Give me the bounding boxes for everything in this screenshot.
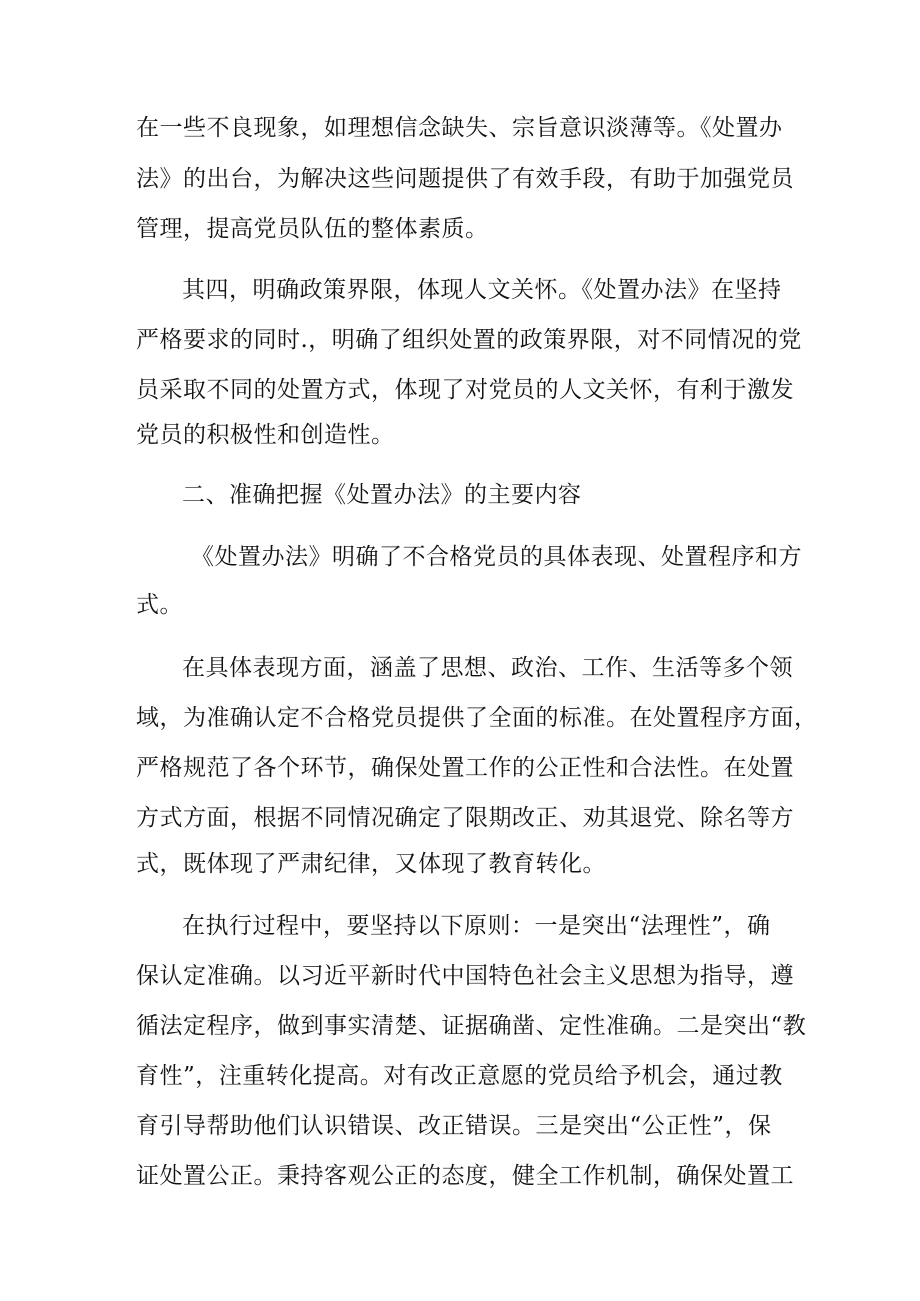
paragraph-1-line-2: 法》的出台，为解决这些问题提供了有效手段，有助于加强党员: [136, 166, 794, 192]
paragraph-2-line-3: 员采取不同的处置方式，体现了对党员的人文关怀，有利于激发: [136, 377, 794, 403]
paragraph-4-line-3: 严格规范了各个环节，确保处置工作的公正性和合法性。在处置: [136, 755, 794, 781]
paragraph-4-line-2: 域，为准确认定不合格党员提供了全面的标准。在处置程序方面，: [136, 705, 818, 731]
paragraph-5-line-2: 保认定准确。以习近平新时代中国特色社会主义思想为指导，遵: [136, 963, 794, 989]
paragraph-2-line-1: 其四，明确政策界限，体现人文关怀。《处置办法》在坚持: [182, 277, 782, 303]
paragraph-5-line-4: 育性”，注重转化提高。对有改正意愿的党员给予机会，通过教: [136, 1063, 783, 1089]
section-heading: 二、准确把握《处置办法》的主要内容: [182, 482, 582, 508]
paragraph-5-line-1: 在执行过程中，要坚持以下原则：一是突出“法理性”，确: [182, 913, 771, 939]
paragraph-2-line-2: 严格要求的同时.，明确了组织处置的政策界限，对不同情况的党: [136, 327, 802, 353]
paragraph-1-line-3: 管理，提高党员队伍的整体素质。: [136, 216, 489, 242]
paragraph-1-line-1: 在一些不良现象，如理想信念缺失、宗旨意识淡薄等。《处置办: [136, 115, 783, 141]
paragraph-4-line-5: 式，既体现了严肃纪律，又体现了教育转化。: [136, 851, 606, 877]
paragraph-3-line-2: 式。: [136, 592, 183, 618]
paragraph-3-line-1: 《处置办法》明确了不合格党员的具体表现、处置程序和方: [191, 544, 802, 570]
paragraph-5-line-6: 证处置公正。秉持客观公正的态度，健全工作机制，确保处置工: [136, 1163, 794, 1189]
paragraph-2-line-4: 党员的积极性和创造性。: [136, 422, 395, 448]
paragraph-4-line-4: 方式方面，根据不同情况确定了限期改正、劝其退党、除名等方: [136, 805, 794, 831]
paragraph-4-line-1: 在具体表现方面，涵盖了思想、政治、工作、生活等多个领: [182, 655, 793, 681]
paragraph-5-line-3: 循法定程序，做到事实清楚、证据确凿、定性准确。二是突出“教: [136, 1013, 807, 1039]
paragraph-5-line-5: 育引导帮助他们认识错误、改正错误。三是突出“公正性”，保: [136, 1113, 772, 1139]
